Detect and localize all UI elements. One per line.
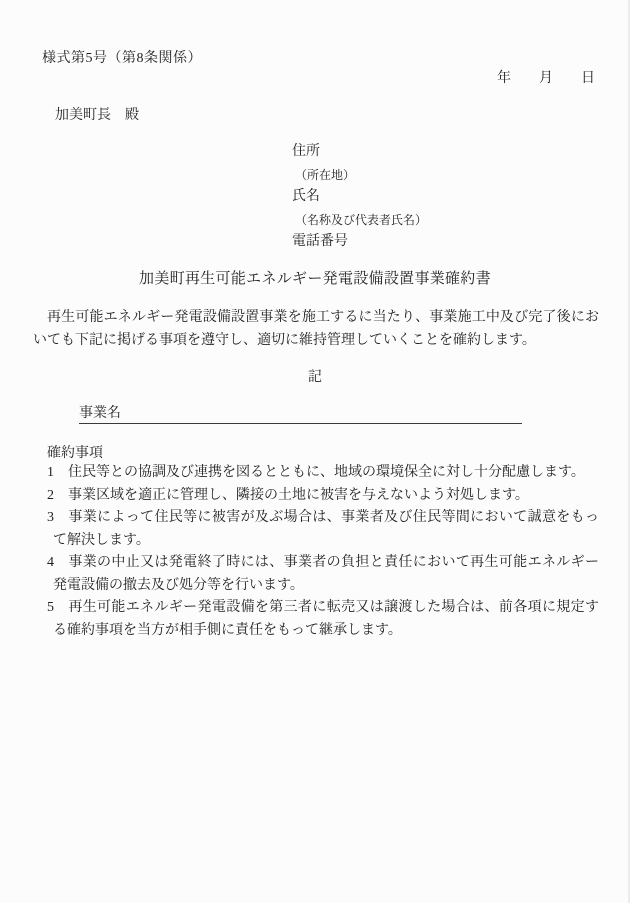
term-text: 事業によって住民等に被害が及ぶ場合は、事業者及び住民等間において誠意をもって解決します。 [53, 510, 599, 548]
term-number: 2 [47, 487, 54, 503]
date-day-label: 日 [581, 71, 595, 86]
term-number: 5 [47, 600, 54, 615]
addressee [55, 104, 139, 124]
term-text: 住民等との協調及び連携を図るとともに、地域の環境保全に対し十分配慮します。 [68, 465, 585, 480]
address-sublabel: （所在地） [295, 167, 356, 182]
project-name-label: 事業名 [79, 406, 121, 421]
term-item [33, 462, 599, 485]
terms-heading: 確約事項 [47, 446, 103, 461]
phone-label: 電話番号 [292, 234, 348, 249]
date-year-label: 年 [497, 71, 511, 86]
term-number: 3 [47, 510, 54, 525]
term-number: 4 [47, 555, 54, 570]
term-text: 事業区域を適正に管理し、隣接の土地に被害を与えないよう対処します。 [68, 487, 529, 503]
address-label: 住所 [292, 144, 320, 159]
date-line [497, 67, 595, 87]
terms-list [33, 462, 599, 642]
term-text: 再生可能エネルギー発電設備を第三者に転売又は譲渡した場合は、前各項に規定する確約事項を当方が相手側に責任をもって継承します。 [53, 600, 599, 638]
addressee-name: 加美町長 [55, 108, 111, 123]
name-sublabel: （名称及び代表者氏名） [295, 212, 428, 227]
term-item [33, 507, 599, 552]
addressee-honorific: 殿 [125, 108, 139, 123]
name-label: 氏名 [292, 189, 320, 204]
term-text: 事業の中止又は発電終了時には、事業者の負担と責任において再生可能エネルギー発電設備の撤去及び処分等を行います。 [53, 555, 599, 593]
date-month-label: 月 [539, 71, 553, 86]
project-name-field [79, 404, 522, 424]
document-title: 加美町再生可能エネルギー発電設備設置事業確約書 [139, 271, 491, 287]
term-item [33, 552, 599, 597]
record-marker: 記 [308, 370, 322, 385]
body-paragraph: 再生可能エネルギー発電設備設置事業を施工するに当たり、事業施工中及び完了後においても下記に掲げる事項を遵守し、適切に維持管理していくことを確約します。 [33, 310, 599, 348]
term-item [33, 597, 599, 642]
term-item [33, 485, 599, 508]
term-number: 1 [47, 465, 54, 480]
applicant-info-block [292, 141, 572, 254]
form-number: 様式第5号（第8条関係） [42, 51, 202, 66]
